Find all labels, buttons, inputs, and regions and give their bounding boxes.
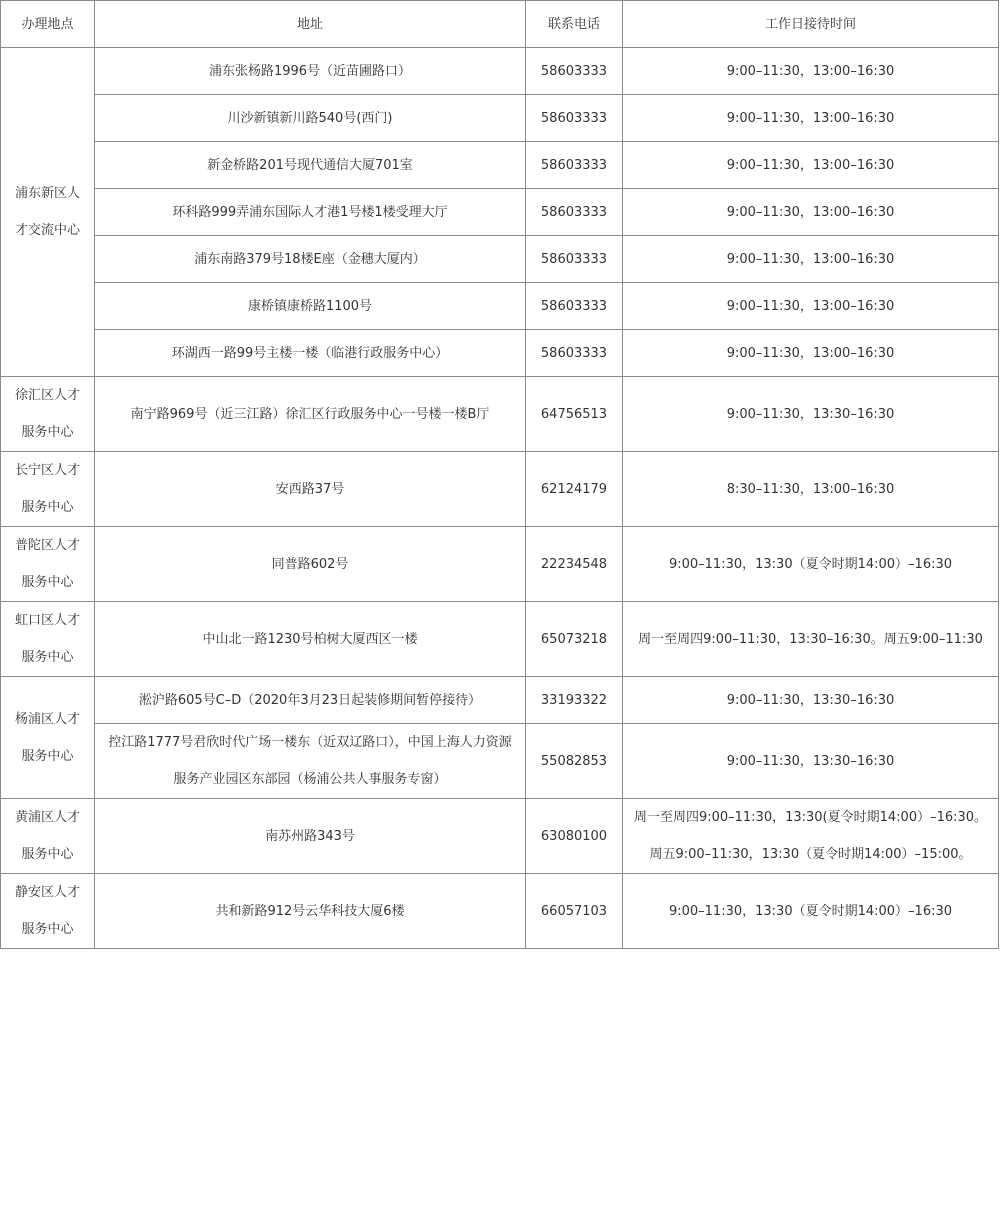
hours-cell: 8:30–11:30，13:00–16:30: [623, 452, 999, 527]
header-address: 地址: [95, 1, 526, 48]
phone-cell: 58603333: [526, 142, 623, 189]
table-row: [1, 874, 999, 949]
address-cell: 中山北一路1230号柏树大厦西区一楼: [95, 602, 526, 677]
table-row: [1, 799, 999, 874]
table-row: [1, 48, 999, 95]
address-cell: 同普路602号: [95, 527, 526, 602]
office-cell: 杨浦区人才服务中心: [1, 677, 95, 799]
address-cell: 环科路999弄浦东国际人才港1号楼1楼受理大厅: [95, 189, 526, 236]
hours-cell: 9:00–11:30，13:00–16:30: [623, 330, 999, 377]
table-row: [1, 377, 999, 452]
office-cell: 浦东新区人才交流中心: [1, 48, 95, 377]
header-hours: 工作日接待时间: [623, 1, 999, 48]
phone-cell: 65073218: [526, 602, 623, 677]
hours-cell: 周一至周四9:00–11:30，13:30(夏令时期14:00）–16:30。周五9:00–11:30，13:30（夏令时期14:00）–15:00。: [623, 799, 999, 874]
office-cell: 长宁区人才服务中心: [1, 452, 95, 527]
phone-cell: 58603333: [526, 283, 623, 330]
hours-cell: 9:00–11:30，13:30–16:30: [623, 377, 999, 452]
hours-cell: 9:00–11:30，13:30–16:30: [623, 724, 999, 799]
office-cell: 黄浦区人才服务中心: [1, 799, 95, 874]
address-cell: 南宁路969号（近三江路）徐汇区行政服务中心一号楼一楼B厅: [95, 377, 526, 452]
hours-cell: 周一至周四9:00–11:30，13:30–16:30。周五9:00–11:30: [623, 602, 999, 677]
address-cell: 康桥镇康桥路1100号: [95, 283, 526, 330]
phone-cell: 22234548: [526, 527, 623, 602]
address-cell: 共和新路912号云华科技大厦6楼: [95, 874, 526, 949]
phone-cell: 58603333: [526, 48, 623, 95]
phone-cell: 33193322: [526, 677, 623, 724]
header-phone: 联系电话: [526, 1, 623, 48]
phone-cell: 58603333: [526, 330, 623, 377]
hours-cell: 9:00–11:30，13:00–16:30: [623, 95, 999, 142]
address-cell: 川沙新镇新川路540号(西门): [95, 95, 526, 142]
hours-cell: 9:00–11:30，13:30（夏令时期14:00）–16:30: [623, 527, 999, 602]
phone-cell: 63080100: [526, 799, 623, 874]
table-row: [1, 527, 999, 602]
address-cell: 控江路1777号君欣时代广场一楼东（近双辽路口），中国上海人力资源服务产业园区东部园（杨浦公共人事服务专窗）: [95, 724, 526, 799]
table-row: [1, 236, 999, 283]
hours-cell: 9:00–11:30，13:00–16:30: [623, 236, 999, 283]
hours-cell: 9:00–11:30，13:30–16:30: [623, 677, 999, 724]
hours-cell: 9:00–11:30，13:00–16:30: [623, 189, 999, 236]
phone-cell: 58603333: [526, 95, 623, 142]
office-cell: 普陀区人才服务中心: [1, 527, 95, 602]
hours-cell: 9:00–11:30，13:30（夏令时期14:00）–16:30: [623, 874, 999, 949]
table-row: [1, 452, 999, 527]
address-cell: 南苏州路343号: [95, 799, 526, 874]
address-cell: 浦东张杨路1996号（近苗圃路口）: [95, 48, 526, 95]
phone-cell: 58603333: [526, 236, 623, 283]
table-row: [1, 602, 999, 677]
table-row: [1, 142, 999, 189]
office-cell: 静安区人才服务中心: [1, 874, 95, 949]
table-row: [1, 724, 999, 799]
table-row: [1, 189, 999, 236]
phone-cell: 64756513: [526, 377, 623, 452]
table-header-row: [1, 1, 999, 48]
address-cell: 环湖西一路99号主楼一楼（临港行政服务中心）: [95, 330, 526, 377]
phone-cell: 55082853: [526, 724, 623, 799]
table-row: [1, 677, 999, 724]
table-row: [1, 95, 999, 142]
phone-cell: 58603333: [526, 189, 623, 236]
table-row: [1, 283, 999, 330]
address-cell: 浦东南路379号18楼E座（金穗大厦内）: [95, 236, 526, 283]
hours-cell: 9:00–11:30，13:00–16:30: [623, 142, 999, 189]
hours-cell: 9:00–11:30，13:00–16:30: [623, 48, 999, 95]
hours-cell: 9:00–11:30，13:00–16:30: [623, 283, 999, 330]
address-cell: 安西路37号: [95, 452, 526, 527]
address-cell: 淞沪路605号C–D（2020年3月23日起装修期间暂停接待）: [95, 677, 526, 724]
office-cell: 徐汇区人才服务中心: [1, 377, 95, 452]
header-location: 办理地点: [1, 1, 95, 48]
address-cell: 新金桥路201号现代通信大厦701室: [95, 142, 526, 189]
office-cell: 虹口区人才服务中心: [1, 602, 95, 677]
phone-cell: 62124179: [526, 452, 623, 527]
table-row: [1, 330, 999, 377]
phone-cell: 66057103: [526, 874, 623, 949]
